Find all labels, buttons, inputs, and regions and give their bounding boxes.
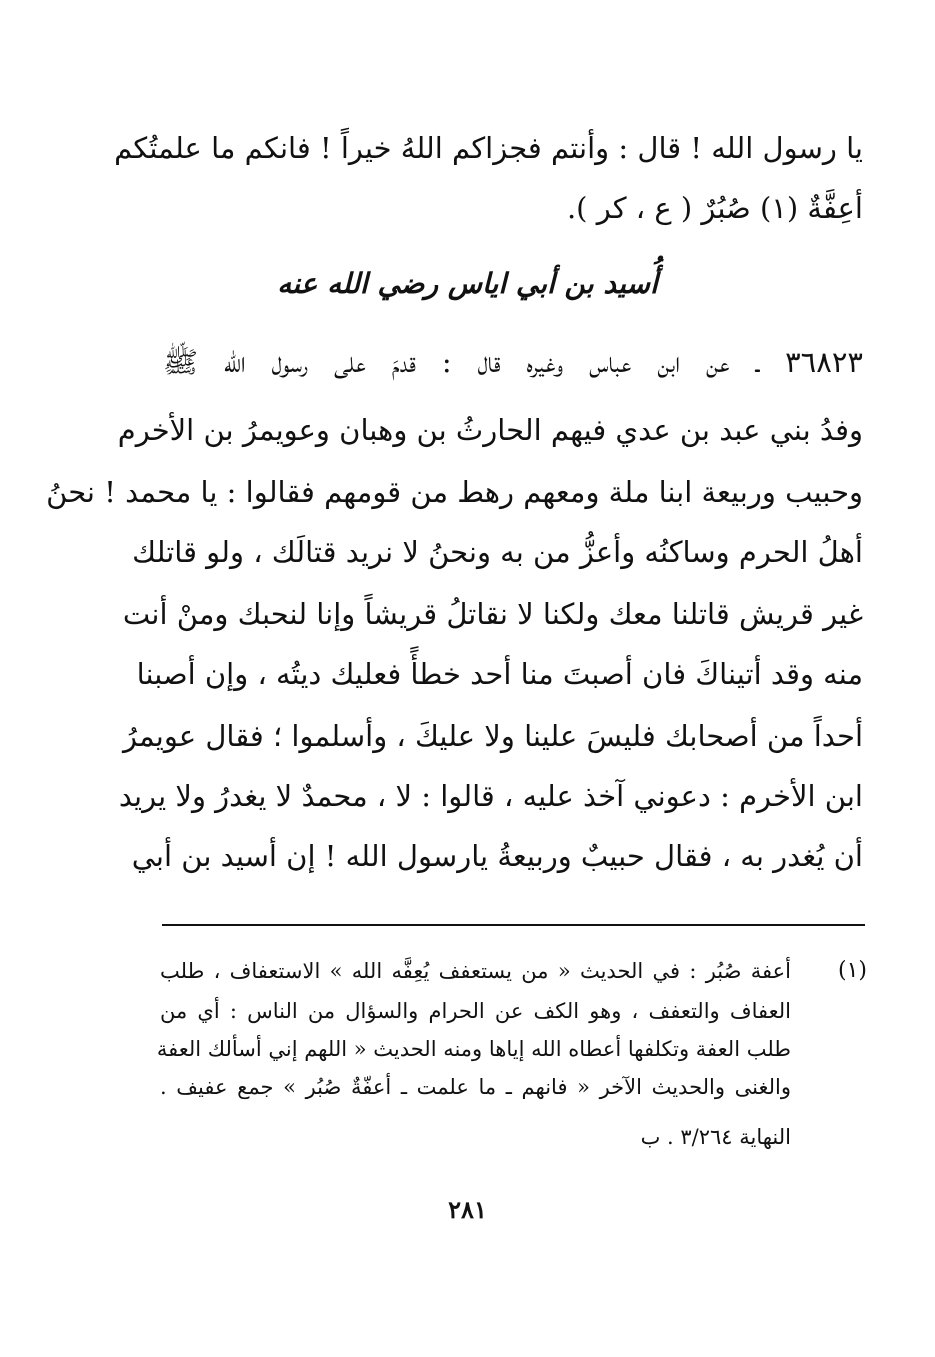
text-line: يا رسول الله ! قال : وأنتم فجزاكم اللهُ خيراً ! فانكم ما علمتُكم (114, 131, 863, 165)
text-line: أن يُغدر به ، فقال حبيبٌ وربيعةُ يارسول الله ! إن أسيد بن أبي (131, 839, 863, 873)
footnote-line: أعفة صُبُر : في الحديث « من يستعفف يُعِفَّه الله » الاستعفاف ، طلب (160, 959, 791, 983)
footnote-line: العفاف والتعفف ، وهو الكف عن الحرام والسؤال من الناس : أي من (160, 999, 791, 1023)
text-line: ٣٦٨٢٣ ـ عن ابن عباس وغيره قال : قدمَ على رسول الله ﷺ (163, 345, 863, 379)
text-line: وحبيب وربيعة ابنا ملة ومعهم رهط من قومهم فقالوا : يا محمد ! نحنُ (46, 475, 863, 509)
text-line: أعِفَّةٌ (١) صُبُرٌ ( ع ، كر ). (566, 191, 863, 225)
text-line: وفدُ بني عبد بن عدي فيهم الحارثُ بن وهبان وعويمرُ بن الأخرم (117, 413, 863, 447)
footnote-line: طلب العفة وتكلفها أعطاه الله إياها ومنه الحديث « اللهم إني أسألك العفة (156, 1037, 791, 1061)
text-line: أهلُ الحرم وساكنُه وأعزُّ من به ونحنُ لا نريد قتالَك ، ولو قاتلك (132, 535, 863, 569)
footnote-line: والغنى والحديث الآخر « فانهم ـ ما علمت ـ أعفّةٌ صُبُر » جمع عفيف . (160, 1075, 791, 1099)
footnote-separator (162, 924, 865, 926)
footnote-marker: (١) (837, 958, 867, 983)
section-heading: أُسيد بن أبي اياس رضي الله عنه (277, 267, 658, 300)
text-line: ابن الأخرم : دعوني آخذ عليه ، قالوا : لا ، محمدٌ لا يغدرُ ولا يريد (118, 779, 863, 813)
text-line: غير قريش قاتلنا معك ولكنا لا نقاتلُ قريشاً وإنا لنحبك ومنْ أنت (122, 597, 863, 631)
text-line: منه وقد أتيناكَ فان أصبتَ منا أحد خطأً فعليك ديتُه ، وإن أصبنا (136, 657, 863, 691)
text-line: أحداً من أصحابك فليسَ علينا ولا عليكَ ، وأسلموا ؛ فقال عويمرُ (123, 719, 863, 753)
footnote-line: النهاية ٣/٢٦٤ . ب (640, 1125, 791, 1149)
page-number: ٢٨١ (448, 1195, 487, 1224)
